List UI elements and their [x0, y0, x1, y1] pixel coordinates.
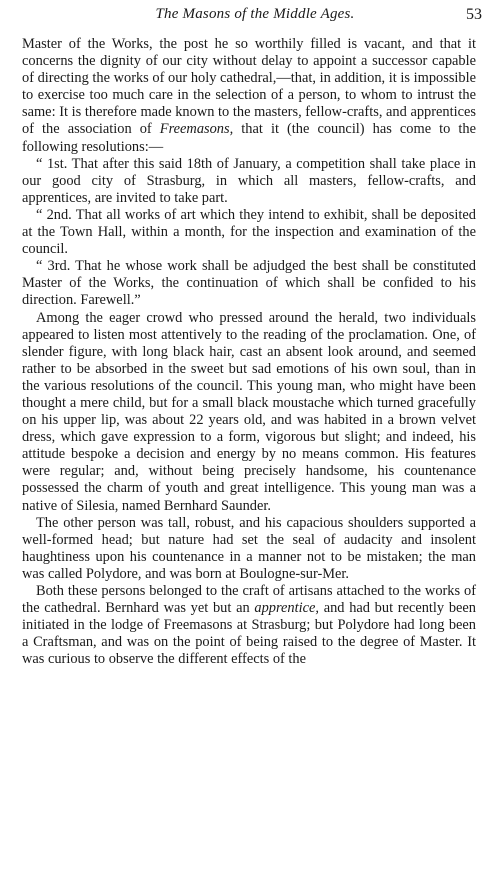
paragraph-resolution-3: “ 3rd. That he whose work shall be adjudged the best shall be constituted Master of the Works, the continuation of which shall be confided to his direction. Farewell.”	[22, 258, 476, 309]
paragraph-text: that it (the council) has come to the following resolutions:—	[22, 121, 476, 155]
emphasis-freemasons: Freemasons,	[159, 121, 234, 138]
paragraph-craft	[22, 583, 476, 668]
paragraph-text: Master of the Works, the post he so worthily filled is vacant, and that it concerns the dignity of our city without delay to appoint a successor capable of directing the works of our holy cathedral,—that, in addition, it is impossible to exercise too much care in the selection of a person, to whom to intrust the same: It is therefore made known to the masters, fellow-crafts, and apprentices of the association of	[22, 36, 476, 138]
paragraph-bernhard: Among the eager crowd who pressed around the herald, two individuals appeared to listen most attentively to the reading of the proclamation. One, of slender figure, with long black hair, cast an absent look around, and seemed rather to be absorbed in the sweet but sad emotions of his own soul, than in the various resolutions of the council. This young man, who might have been thought a mere child, but for a small black moustache which turned gracefully on his upper lip, was about 22 years old, and was habited in a brown velvet dress, which gave expression to a form, vigorous but slight; and indeed, his attitude bespoke a decision and energy by no means common. His features were regular; and, without being precisely handsome, his countenance possessed the charm of youth and great intelligence. This young man was a native of Silesia, named Bernhard Saunder.	[22, 309, 476, 514]
paragraph-resolution-2: “ 2nd. That all works of art which they intend to exhibit, shall be deposited at the Town Hall, within a month, for the inspection and examination of the council.	[22, 206, 476, 258]
running-title: The Masons of the Middle Ages.	[155, 6, 355, 22]
page-number: 53	[466, 6, 482, 23]
paragraph-text: and had but recently been initiated in the lodge of Freemasons at Strasburg; but Polydore had long been a Craftsman, and was on the point of being raised to the degree of Master. It was curious to observe the different effects of the	[22, 600, 476, 668]
running-head	[24, 6, 486, 28]
paragraph-polydore: The other person was tall, robust, and his capacious shoulders supported a well-formed head; but nature had set the seal of audacity and insolent haughtiness upon his countenance in a manner not to be mistaken; the man was called Polydore, and was born at Boulogne-sur-Mer.	[22, 514, 476, 582]
emphasis-apprentice: apprentice,	[254, 600, 319, 617]
paragraph-text: Both these persons belonged to the craft of artisans attached to the works of the cathedral. Bernhard was yet but an	[22, 583, 476, 617]
paragraph-proclamation-continued	[22, 36, 476, 156]
body-text	[22, 36, 476, 668]
paragraph-resolution-1: “ 1st. That after this said 18th of January, a competition shall take place in our good city of Strasburg, in which all masters, fellow-crafts, and apprentices, are invited to take part.	[22, 155, 476, 206]
